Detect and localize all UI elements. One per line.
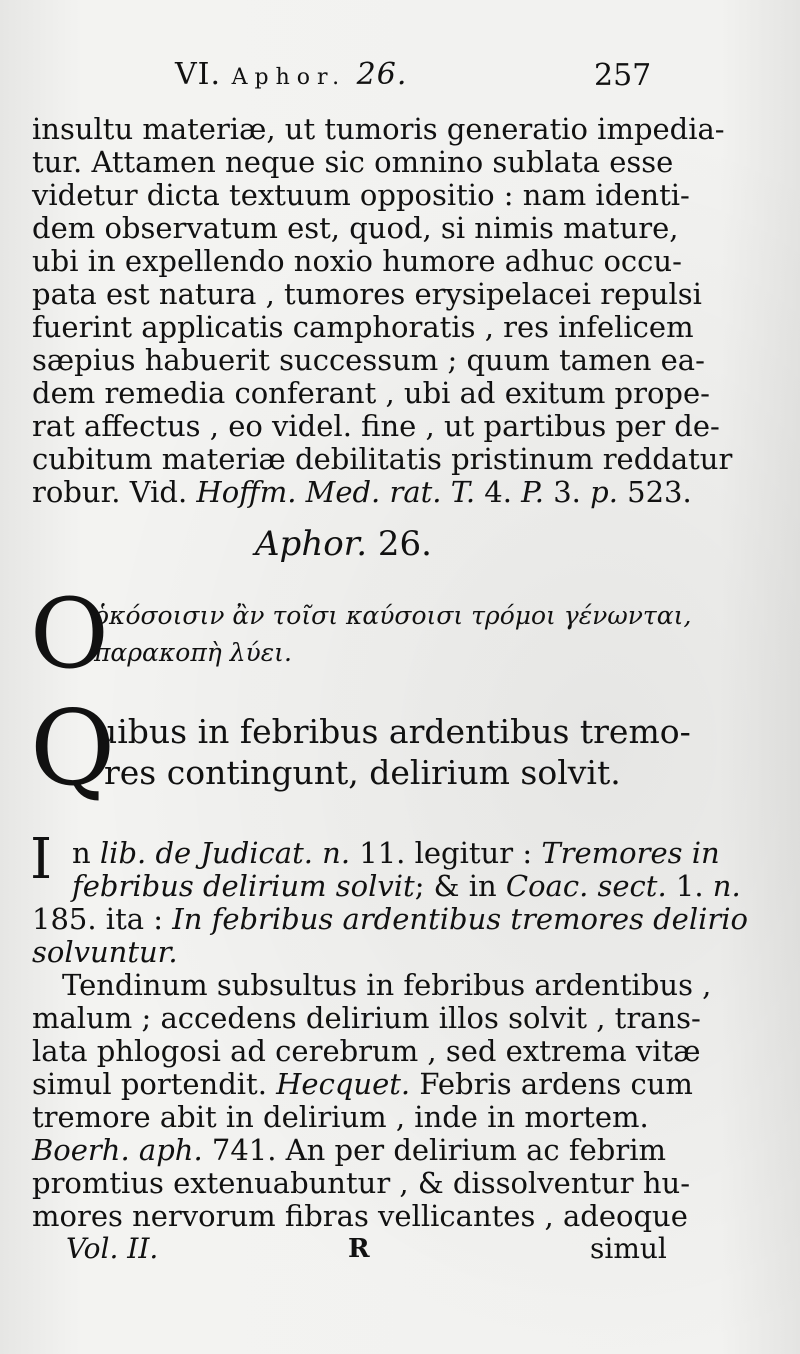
text-fragment: robur. bbox=[32, 475, 121, 509]
text-line bbox=[32, 1133, 666, 1167]
section-heading-label: Aphor. bbox=[255, 524, 368, 564]
citation-number: 11. bbox=[359, 836, 406, 870]
latin-aphorism-line-2: res contingunt, delirium solvit. bbox=[104, 753, 621, 792]
text-line: rat affectus , eo videl. fine , ut partibus per de- bbox=[32, 409, 720, 443]
text-line: cubitum materiæ debilitatis pristinum reddatur bbox=[32, 442, 733, 476]
greek-line-2: παρακοπὴ λύει. bbox=[94, 638, 292, 667]
quotation: In febribus ardentibus tremores delirio bbox=[172, 902, 748, 936]
reference-line bbox=[32, 475, 692, 509]
citation: lib. de Judicat. n. bbox=[99, 836, 351, 870]
text-fragment: 741. An per delirium ac febrim bbox=[211, 1133, 666, 1167]
text-line: tur. Attamen neque sic omnino sublata esse bbox=[32, 145, 674, 179]
ref-page: 523. bbox=[627, 475, 692, 509]
text-line: tremore abit in delirium , inde in mortem. bbox=[32, 1100, 649, 1134]
commentary-line-3 bbox=[32, 902, 748, 936]
ref-page-label: p. bbox=[590, 475, 618, 509]
text-fragment: simul portendit. bbox=[32, 1067, 267, 1101]
text-fragment: n bbox=[72, 836, 91, 870]
aphor-label: Aphor. bbox=[231, 65, 347, 90]
commentary-line-2 bbox=[72, 869, 741, 903]
aphor-number: 26. bbox=[356, 57, 408, 92]
ref-part-label: P. bbox=[521, 475, 545, 509]
text-line: dem observatum est, quod, si nimis mature, bbox=[32, 211, 679, 245]
citation-number: 1. bbox=[675, 869, 704, 903]
quotation: febribus delirium solvit bbox=[72, 869, 415, 903]
text-fragment: ; & in bbox=[414, 869, 497, 903]
latin-drop-cap: Q bbox=[30, 687, 116, 809]
text-fragment: Febris ardens cum bbox=[419, 1067, 693, 1101]
ref-work: Hoffm. Med. rat. T. bbox=[196, 475, 476, 509]
text-line: videtur dicta textuum oppositio : nam identi- bbox=[32, 178, 690, 212]
text-line: malum ; accedens delirium illos solvit , trans- bbox=[32, 1001, 701, 1035]
citation-number: 185. bbox=[32, 902, 97, 936]
section-heading bbox=[255, 524, 432, 564]
text-line: pata est natura , tumores erysipelacei repulsi bbox=[32, 277, 702, 311]
text-line: fuerint applicatis camphoratis , res infelicem bbox=[32, 310, 694, 344]
citation: Coac. sect. bbox=[505, 869, 667, 903]
greek-drop-cap: O bbox=[30, 578, 109, 690]
ref-vid: Vid. bbox=[129, 475, 188, 509]
text-line: dem remedia conferant , ubi ad exitum prope- bbox=[32, 376, 710, 410]
commentary-line-1 bbox=[72, 836, 720, 870]
text-line: mores nervorum fibras vellicantes , adeoque bbox=[32, 1199, 688, 1233]
author-citation: Hecquet. bbox=[276, 1067, 411, 1101]
author-citation: Boerh. aph. bbox=[32, 1133, 203, 1167]
text-line: lata phlogosi ad cerebrum , sed extrema vitæ bbox=[32, 1034, 701, 1068]
text-line: sæpius habuerit successum ; quum tamen ea- bbox=[32, 343, 705, 377]
text-fragment: legitur : bbox=[414, 836, 533, 870]
greek-line-1: ὁκόσοισιν ἂν τοῖσι καύσοισι τρόμοι γένωνται, bbox=[94, 601, 692, 630]
running-header bbox=[175, 57, 407, 92]
section-heading-number: 26. bbox=[377, 524, 432, 564]
page-number: 257 bbox=[594, 58, 652, 93]
text-fragment: ita : bbox=[105, 902, 164, 936]
commentary-line-4: solvuntur. bbox=[32, 935, 178, 969]
text-line: Tendinum subsultus in febribus ardentibus , bbox=[62, 968, 712, 1002]
text-line: promtius extenuabuntur , & dissolventur hu- bbox=[32, 1166, 690, 1200]
ref-part: 3. bbox=[553, 475, 581, 509]
latin-aphorism-line-1: uibus in febribus ardentibus tremo- bbox=[96, 712, 691, 751]
text-line: ubi in expellendo noxio humore adhuc occu- bbox=[32, 244, 682, 278]
quotation: Tremores in bbox=[541, 836, 720, 870]
text-line: insultu materiæ, ut tumoris generatio impedia- bbox=[32, 112, 725, 146]
volume-label: Vol. II. bbox=[66, 1232, 159, 1265]
commentary-drop-cap: I bbox=[30, 827, 53, 892]
catchword: simul bbox=[590, 1232, 667, 1265]
signature-mark: R bbox=[348, 1234, 370, 1264]
citation-label: n. bbox=[712, 869, 741, 903]
ref-tome: 4. bbox=[484, 475, 512, 509]
text-line bbox=[32, 1067, 693, 1101]
chapter-number: VI. bbox=[175, 57, 222, 92]
